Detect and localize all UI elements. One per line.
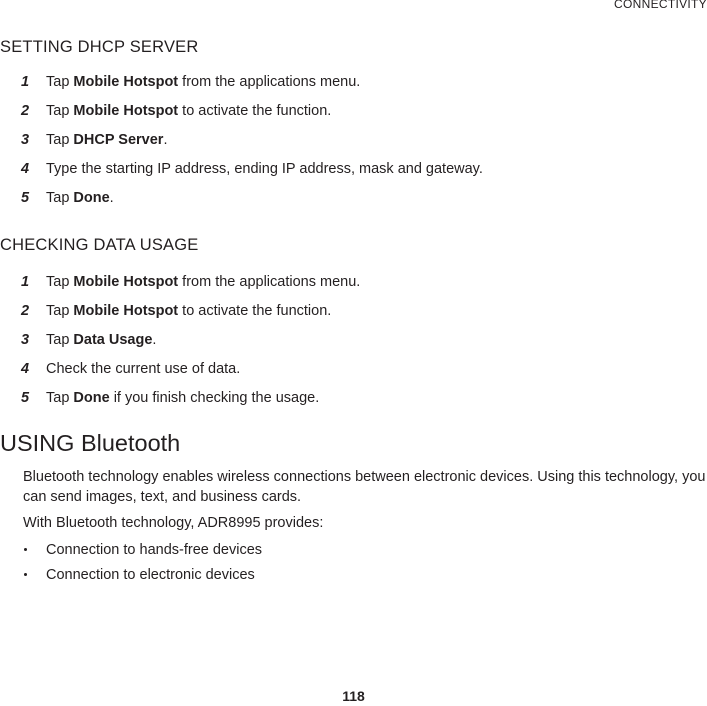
section-title-data-usage: CHECKING DATA USAGE xyxy=(0,236,199,254)
bullet-item xyxy=(0,565,707,590)
ui-term: Done xyxy=(73,190,110,206)
step-item xyxy=(0,101,707,130)
bluetooth-intro: Bluetooth technology enables wireless connections between electronic devices. Using this technology, you can send images, text, and business cards. xyxy=(23,469,706,505)
step-text: Tap Mobile Hotspot from the applications menu. xyxy=(46,74,361,90)
bullet-dot-icon xyxy=(24,573,27,576)
step-text: Tap Done if you finish checking the usage. xyxy=(46,390,320,406)
step-item xyxy=(0,72,707,101)
step-number: 1 xyxy=(21,274,30,290)
bullet-text: Connection to hands-free devices xyxy=(46,542,263,558)
ui-term: Mobile Hotspot xyxy=(73,103,179,119)
ui-term: Mobile Hotspot xyxy=(73,303,179,319)
step-text: Tap DHCP Server. xyxy=(46,132,168,148)
ui-term: Mobile Hotspot xyxy=(73,74,179,90)
step-item xyxy=(0,130,707,159)
step-text: Tap Mobile Hotspot from the applications menu. xyxy=(46,274,361,290)
step-number: 2 xyxy=(21,103,30,119)
bullet-item xyxy=(0,540,707,565)
step-number: 4 xyxy=(21,361,30,377)
step-number: 1 xyxy=(21,74,30,90)
step-item xyxy=(0,272,707,301)
page-number: 118 xyxy=(342,688,365,704)
running-header: CONNECTIVITY xyxy=(614,0,707,11)
steps-list-dhcp xyxy=(0,72,707,217)
step-text: Type the starting IP address, ending IP address, mask and gateway. xyxy=(46,161,483,177)
step-text: Check the current use of data. xyxy=(46,361,241,377)
step-item xyxy=(0,159,707,188)
ui-term: Done xyxy=(73,390,110,406)
step-number: 3 xyxy=(21,332,30,348)
steps-list-data-usage xyxy=(0,272,707,417)
step-item xyxy=(0,301,707,330)
step-number: 5 xyxy=(21,390,30,406)
ui-term: Mobile Hotspot xyxy=(73,274,179,290)
step-text: Tap Mobile Hotspot to activate the function. xyxy=(46,103,332,119)
step-text: Tap Done. xyxy=(46,190,114,206)
bluetooth-bullet-list xyxy=(0,540,707,590)
bluetooth-provides: With Bluetooth technology, ADR8995 provides: xyxy=(23,515,324,531)
step-number: 3 xyxy=(21,132,30,148)
step-item xyxy=(0,359,707,388)
step-text: Tap Mobile Hotspot to activate the function. xyxy=(46,303,332,319)
bluetooth-title: USING Bluetooth xyxy=(0,430,181,456)
step-number: 5 xyxy=(21,190,30,206)
step-item xyxy=(0,188,707,217)
step-number: 2 xyxy=(21,303,30,319)
step-number: 4 xyxy=(21,161,30,177)
ui-term: Data Usage xyxy=(73,332,153,348)
ui-term: DHCP Server xyxy=(73,132,164,148)
step-item xyxy=(0,330,707,359)
section-title-dhcp: SETTING DHCP SERVER xyxy=(0,38,199,56)
step-item xyxy=(0,388,707,417)
step-text: Tap Data Usage. xyxy=(46,332,157,348)
bullet-text: Connection to electronic devices xyxy=(46,567,255,583)
bullet-dot-icon xyxy=(24,548,27,551)
